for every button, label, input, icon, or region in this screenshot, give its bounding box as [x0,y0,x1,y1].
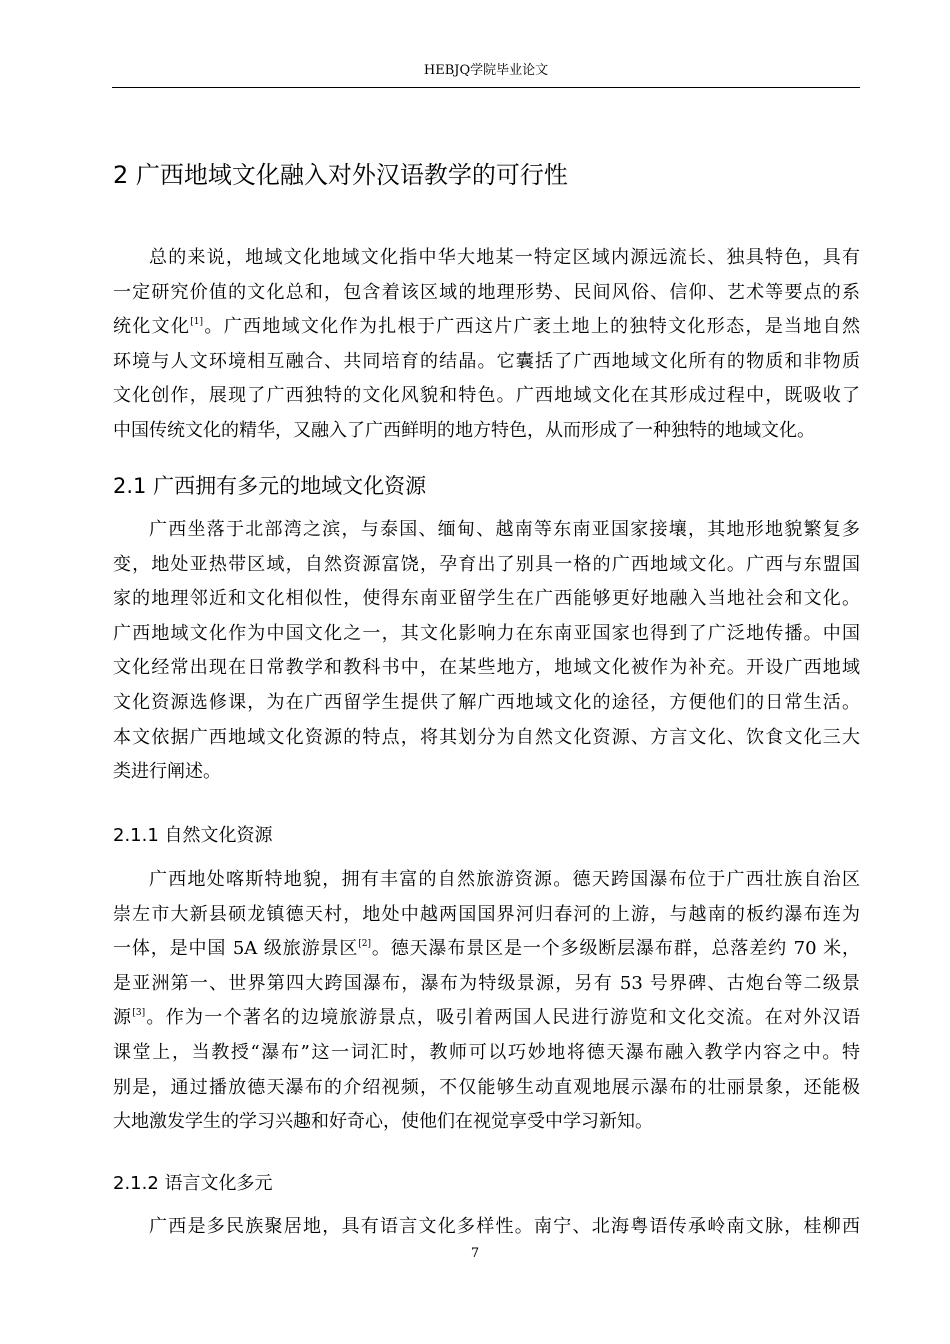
text-line: 是亚洲第一、世界第四大跨国瀑布，瀑布为特级景源，另有 53 号界碑、古炮台等二级景 [113,972,860,994]
text-line: 大地激发学生的学习兴趣和好奇心，使他们在视觉享受中学习新知。 [113,1111,653,1133]
text-segment: 。广西地域文化作为扎根于广西这片广袤土地上的独特文化形态，是当地自然 [203,316,861,338]
text-line: 广西地处喀斯特地貌，拥有丰富的自然旅游资源。德天跨国瀑布位于广西壮族自治区 [149,869,860,890]
text-line: 广西地域文化作为中国文化之一，其文化影响力在东南亚国家也得到了广泛地传播。中国 [113,622,860,644]
text-line: 广西坐落于北部湾之滨，与泰国、缅甸、越南等东南亚国家接壤，其地形地貌繁复多 [149,519,860,540]
section-title-2-1-1: 2.1.1 自然文化资源 [113,825,273,846]
running-header: HEBJQ学院毕业论文 [112,61,860,88]
citation-ref: [3] [132,1008,146,1019]
text-segment: 一体，是中国 5A 级旅游景区 [113,938,359,960]
text-segment: 源 [113,1007,133,1029]
text-line: 类进行阐述。 [113,761,221,783]
text-line: 文化创作，展现了广西独特的文化风貌和特色。广西地域文化在其形成过程中，既吸收了 [113,385,860,407]
text-segment: 。德天瀑布景区是一个多级断层瀑布群，总落差约 70 米， [370,938,860,960]
section-2-1-1-paragraph [113,863,860,1140]
text-line: 环境与人文环境相互融合、共同培育的结晶。它囊括了广西地域文化所有的物质和非物质 [113,350,860,372]
text-line: 崇左市大新县硕龙镇德天村，地处中越两国国界河归春河的上游，与越南的板约瀑布连为 [113,903,860,925]
text-line [113,932,860,967]
text-line: 家的地理邻近和文化相似性，使得东南亚留学生在广西能够更好地融入当地社会和文化。 [113,588,860,610]
text-line [113,1001,860,1036]
text-line: 文化资源选修课，为在广西留学生提供了解广西地域文化的途径，方便他们的日常生活。 [113,691,860,713]
chapter-title: 2 广西地域文化融入对外汉语教学的可行性 [113,161,568,189]
section-title-2-1: 2.1 广西拥有多元的地域文化资源 [113,474,427,498]
section-2-1-2-paragraph [113,1210,860,1245]
text-line: 中国传统文化的精华，又融入了广西鲜明的地方特色，从而形成了一种独特的地域文化。 [113,419,815,441]
text-line [113,310,860,345]
text-line: 变，地处亚热带区域，自然资源富饶，孕育出了别具一格的广西地域文化。广西与东盟国 [113,553,860,575]
citation-ref: [1] [190,317,204,328]
text-line: 总的来说，地域文化地域文化指中华大地某一特定区域内源远流长、独具特色，具有 [149,247,860,268]
section-title-2-1-2: 2.1.2 语言文化多元 [113,1173,273,1194]
section-2-1-paragraph [113,513,860,790]
text-line: 课堂上，当教授“瀑布”这一词汇时，教师可以巧妙地将德天瀑布融入教学内容之中。特 [113,1041,860,1063]
text-line: 别是，通过播放德天瀑布的介绍视频，不仅能够生动直观地展示瀑布的壮丽景象，还能极 [113,1076,860,1098]
text-line: 文化经常出现在日常教学和教科书中，在某些地方，地域文化被作为补充。开设广西地域 [113,657,860,679]
text-segment: 。作为一个著名的边境旅游景点，吸引着两国人民进行游览和文化交流。在对外汉语 [145,1007,861,1029]
text-line: 广西是多民族聚居地，具有语言文化多样性。南宁、北海粤语传承岭南文脉，桂柳西 [149,1216,860,1237]
text-segment: 统化文化 [113,316,191,338]
citation-ref: [2] [358,939,371,950]
text-line: 一定研究价值的文化总和，包含着该区域的地理形势、民间风俗、信仰、艺术等要点的系 [113,281,860,303]
page-number: 7 [470,1246,480,1261]
text-line: 本文依据广西地域文化资源的特点，将其划分为自然文化资源、方言文化、饮食文化三大 [113,726,860,748]
intro-paragraph [113,241,860,449]
